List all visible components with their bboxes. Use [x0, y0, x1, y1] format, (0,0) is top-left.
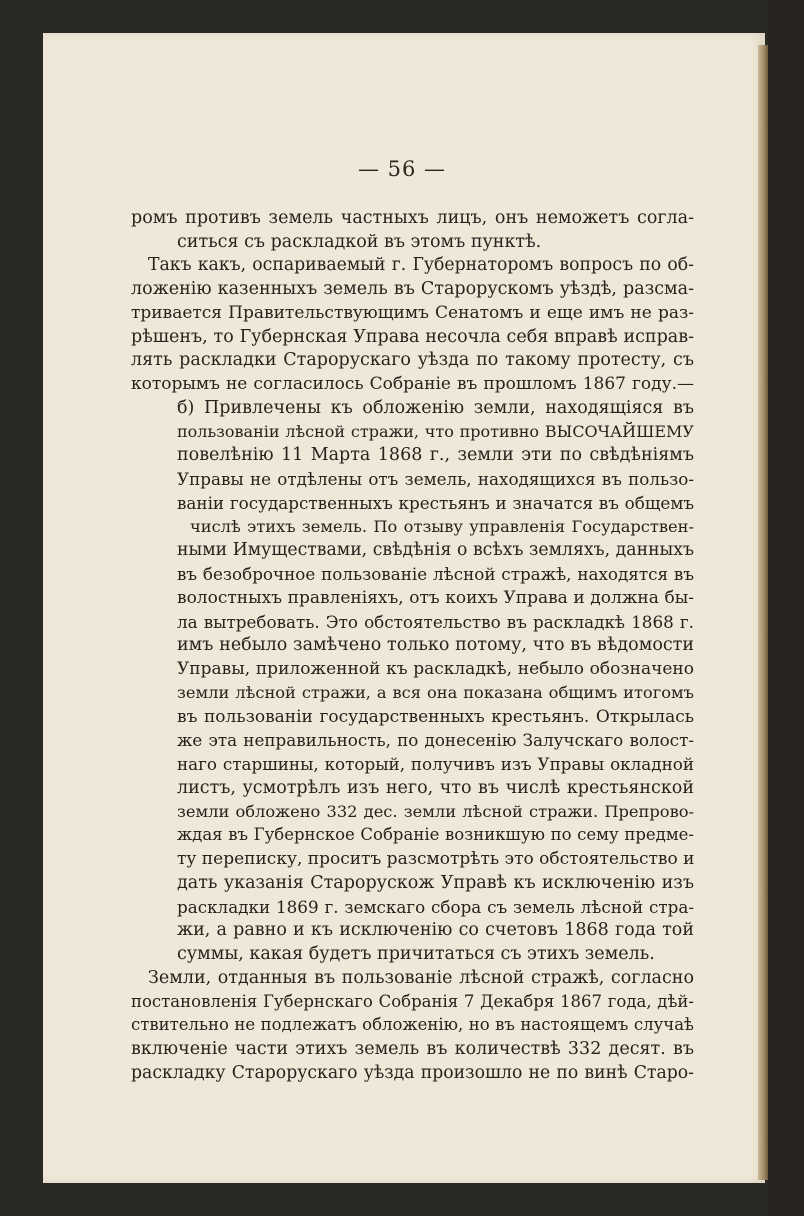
text-line: рѣшенъ, то Губернская Управа несочла себя вправѣ исправ- — [131, 327, 694, 347]
text-line: Управы не отдѣлены отъ земель, находящихся въ пользо- — [177, 469, 694, 489]
text-line: Управы, приложенной къ раскладкѣ, небыло обозначено — [177, 659, 694, 679]
text-line: Земли, отданныя въ пользованіе лѣсной стражѣ, согласно — [148, 968, 694, 988]
text-line: включеніе части этихъ земель въ количествѣ 332 десят. въ — [131, 1039, 694, 1059]
text-line: имъ небыло замѣчено только потому, что въ вѣдомости — [177, 635, 694, 655]
text-line: ждая въ Губернское Собраніе возникшую по сему предме- — [177, 825, 694, 844]
text-line: которымъ не согласилось Собраніе въ прошломъ 1867 году.— — [131, 374, 694, 394]
text-line: ствительно не подлежатъ обложенію, но въ настоящемъ случаѣ — [131, 1015, 694, 1034]
text-line: Такъ какъ, оспариваемый г. Губернаторомъ вопросъ по об- — [148, 255, 694, 275]
text-line: пользованіи лѣсной стражи, что противно ВЫСОЧАЙШЕМУ — [177, 422, 694, 441]
text-line: суммы, какая будетъ причитаться съ этихъ земель. — [177, 944, 655, 964]
text-line: раскладку Старорускаго уѣзда произошло не по винѣ Старо- — [131, 1063, 694, 1083]
text-line: въ безоброчное пользованіе лѣсной стражѣ, находятся въ — [177, 564, 694, 584]
text-line: ла вытребовать. Это обстоятельство въ раскладкѣ 1868 г. — [177, 612, 694, 632]
text-line: числѣ этихъ земель. По отзыву управленія Государствен- — [190, 517, 694, 536]
text-line: волостныхъ правленіяхъ, отъ коихъ Управа и должна бы- — [177, 588, 694, 608]
text-line: дать указанія Старорускож Управѣ къ исключенію изъ — [177, 873, 694, 893]
text-line: наго старшины, который, получивъ изъ Управы окладной — [177, 754, 694, 774]
text-line: ромъ противъ земель частныхъ лицъ, онъ неможетъ согла- — [131, 208, 694, 228]
text-line: ложенію казенныхъ земель въ Старорускомъ уѣздѣ, разсма- — [131, 279, 694, 299]
text-line: ваніи государственныхъ крестьянъ и значатся въ общемъ — [177, 493, 694, 513]
text-line: земли лѣсной стражи, а вся она показана общимъ итогомъ — [177, 683, 694, 702]
page-number: — 56 — — [357, 157, 447, 181]
text-line: раскладки 1869 г. земскаго сбора съ земель лѣсной стра- — [177, 897, 694, 917]
text-line: въ пользованіи государственныхъ крестьянъ. Открылась — [177, 707, 694, 727]
text-line: же эта неправильность, по донесенію Залучскаго волост- — [177, 730, 694, 750]
text-line: постановленія Губернскаго Собранія 7 Декабря 1867 года, дѣй- — [131, 992, 694, 1011]
text-line: повелѣнію 11 Марта 1868 г., земли эти по свѣдѣніямъ — [177, 445, 694, 465]
text-line: ными Имуществами, свѣдѣнія о всѣхъ земляхъ, данныхъ — [177, 540, 694, 560]
text-line: лять раскладки Старорускаго уѣзда по такому протесту, съ — [131, 350, 694, 370]
text-line: земли обложено 332 дес. земли лѣсной стражи. Препрово- — [177, 802, 694, 821]
text-line: б) Привлечены къ обложенію земли, находящіяся въ — [177, 398, 694, 418]
text-line: тривается Правительствующимъ Сенатомъ и еще имъ не раз- — [131, 303, 694, 323]
text-line: жи, а равно и къ исключенію со счетовъ 1868 года той — [177, 920, 694, 940]
text-line: ту переписку, проситъ разсмотрѣть это обстоятельство и — [177, 849, 695, 869]
text-line: листъ, усмотрѣлъ изъ него, что въ числѣ крестьянской — [177, 778, 694, 798]
text-line: ситься съ раскладкой въ этомъ пунктѣ. — [177, 232, 542, 252]
